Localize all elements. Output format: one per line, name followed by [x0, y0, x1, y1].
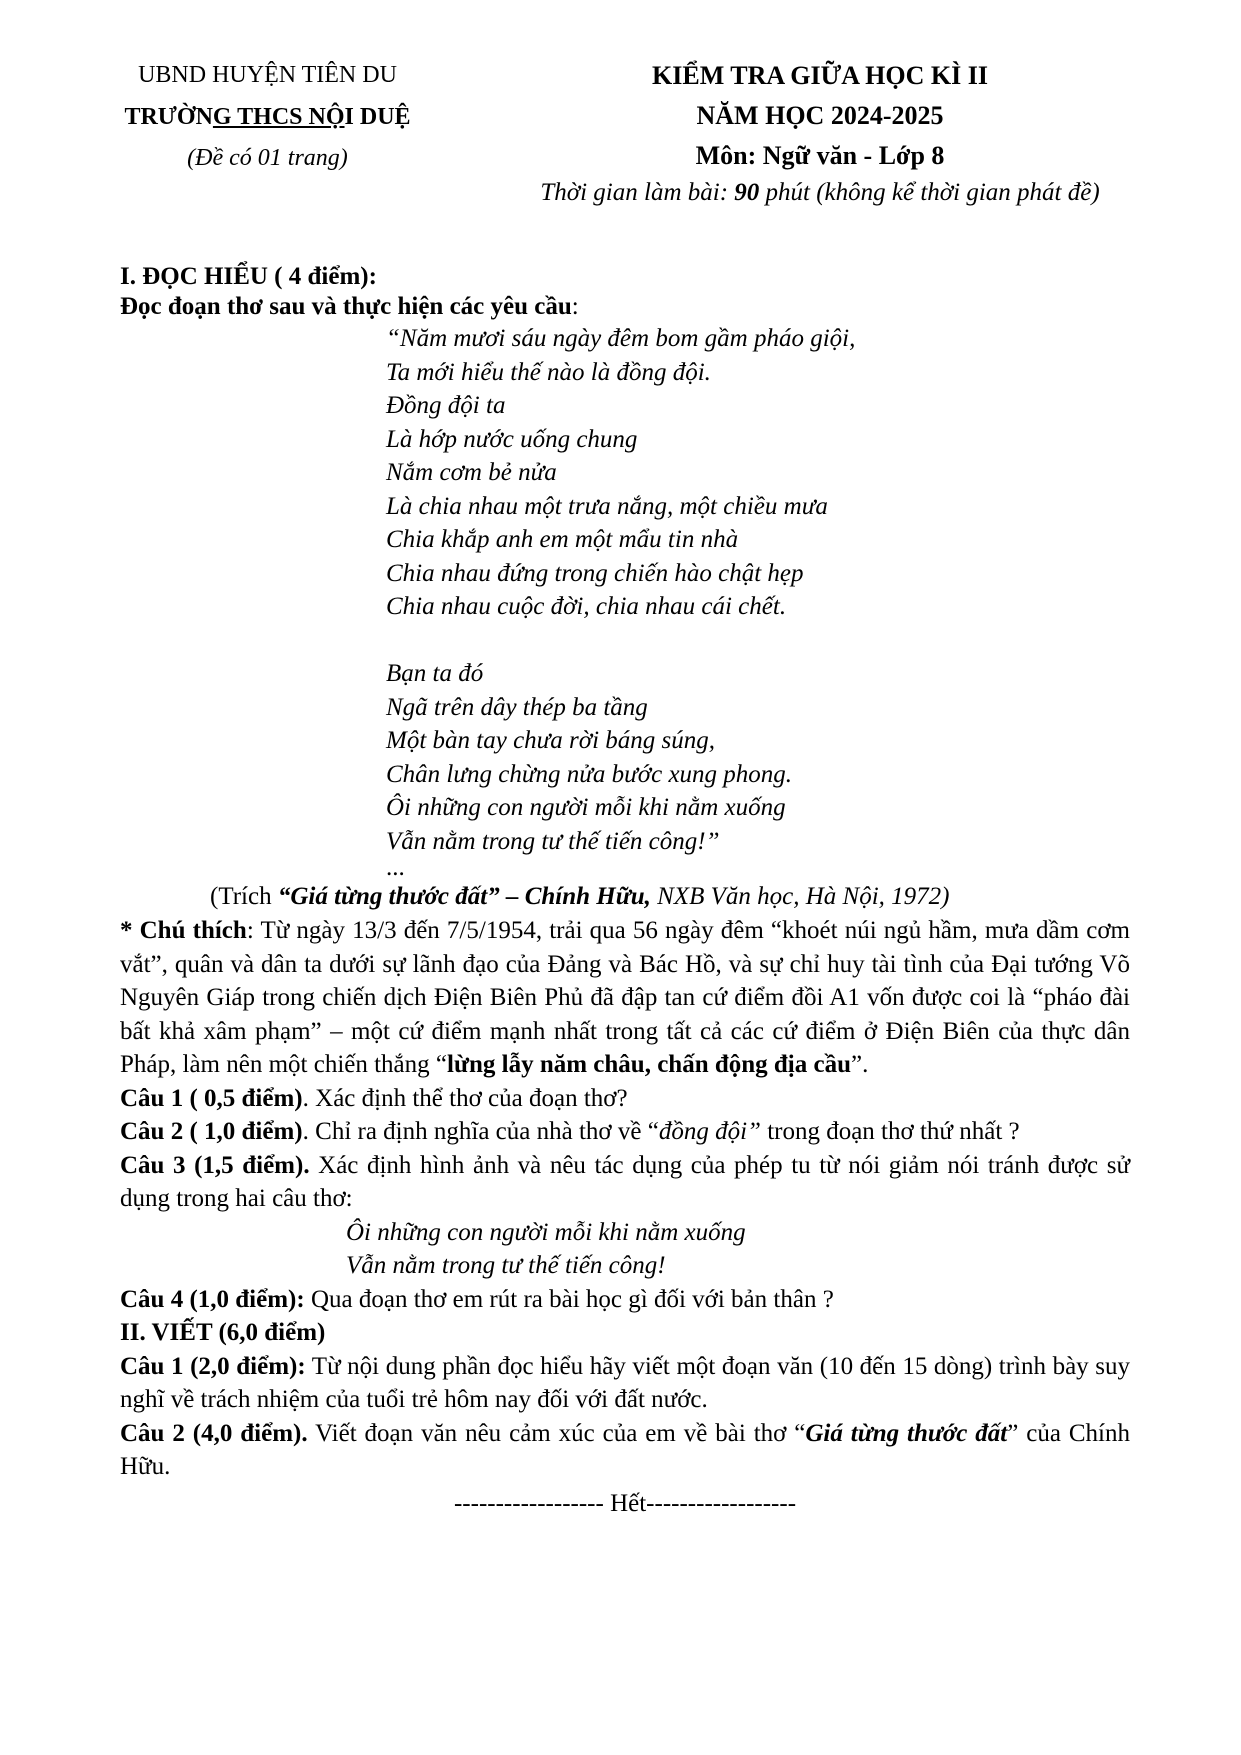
question-4-text: Qua đoạn thơ em rút ra bài học gì đối với bản thân ?: [304, 1285, 834, 1313]
school-header: [90, 56, 445, 176]
question-3-text: Xác định hình ảnh và nêu tác dụng của phép tu từ nói giảm nói tránh được sử dụng trong hai câu thơ:: [120, 1151, 1130, 1212]
poem-ellipsis: ...: [386, 854, 405, 881]
poem-line: Ôi những con người mỗi khi nằm xuống: [386, 794, 786, 821]
poem-line: Chia nhau cuộc đời, chia nhau cái chết.: [386, 593, 787, 620]
question-4: [120, 1283, 1130, 1317]
poem-line: Là hớp nước uống chung: [386, 425, 638, 453]
question-3-label: Câu 3 (1,5 điểm).: [120, 1151, 310, 1179]
poem-line: “Năm mươi sáu ngày đêm bom gầm pháo giội,: [386, 325, 856, 352]
question-3: [120, 1149, 1130, 1216]
poem-line: Ngã trên dây thép ba tầng: [386, 693, 648, 721]
time-post: phút (không kể thời gian phát đề): [759, 179, 1100, 206]
annotation-label: * Chú thích: [120, 917, 247, 944]
writing-question-1-label: Câu 1 (2,0 điểm):: [120, 1352, 306, 1380]
exam-title: KIỂM TRA GIỮA HỌC KÌ II: [652, 61, 988, 90]
poem-line: Chia khắp anh em một mẩu tin nhà: [386, 526, 739, 553]
writing-question-2-text: Viết đoạn văn nêu cảm xúc của em về bài thơ “: [307, 1419, 806, 1447]
question-4-label: Câu 4 (1,0 điểm):: [120, 1285, 305, 1313]
school-name-part3: I DUỆ: [344, 104, 411, 130]
school-name-part1: TRƯỜN: [124, 104, 213, 130]
source-title: “Giá từng thước đất” – Chính Hữu,: [277, 883, 651, 910]
poem: [386, 322, 1130, 858]
poem-line: Ta mới hiểu thế nào là đồng đội.: [386, 358, 711, 386]
poem-line: Vẫn nằm trong tư thế tiến công!”: [386, 827, 720, 855]
time-pre: Thời gian làm bài:: [540, 179, 735, 206]
page-count-note: (Đề có 01 trang): [187, 145, 348, 171]
annotation-phrase: lừng lẫy năm châu, chấn động địa cầu: [447, 1051, 852, 1078]
stanza-gap: [386, 624, 1130, 658]
instruction-colon: :: [571, 293, 579, 320]
school-year: NĂM HỌC 2024-2025: [696, 101, 944, 130]
question-2-text-end: trong đoạn thơ thứ nhất ?: [760, 1118, 1020, 1145]
question-2: [120, 1115, 1130, 1149]
poem-line: Là chia nhau một trưa nắng, một chiều mưa: [386, 492, 828, 520]
exam-header: [470, 56, 1170, 210]
quote-line: Vẫn nằm trong tư thế tiến công!: [346, 1252, 666, 1279]
poem-source: [210, 880, 1130, 914]
section1-title: I. ĐỌC HIỂU ( 4 điểm):: [120, 263, 377, 290]
poem-line: Một bàn tay chưa rời báng súng,: [386, 727, 716, 754]
district-name: UBND HUYỆN TIÊN DU: [138, 62, 397, 88]
writing-question-2-title: Giá từng thước đất: [805, 1419, 1008, 1447]
question-1-label: Câu 1 ( 0,5 điểm): [120, 1084, 303, 1112]
poem-line: Bạn ta đó: [386, 660, 484, 687]
instruction-text: Đọc đoạn thơ sau và thực hiện các yêu cầu: [120, 293, 572, 320]
subject: Môn: Ngữ văn - Lớp 8: [695, 141, 945, 170]
writing-question-1-text: Từ nội dung phần đọc hiểu hãy viết một đoạn văn (10 đến 15 dòng) trình bày suy nghĩ về trách nhiệm của tuổi trẻ hôm nay đối với đất nước.: [120, 1352, 1130, 1413]
annotation-text: : Từ ngày 13/3 đến 7/5/1954, trải qua 56 ngày đêm “khoét núi ngủ hầm, mưa dầm cơm vắt”, quân và dân ta dưới sự lãnh đạo của Đảng và Bác Hồ, và sự chỉ huy tài tình của Đại tướng Võ Nguyên Giáp trong chiến dịch Điện Biên Phủ đã đập tan cứ điểm đồi A1 vốn được coi là “pháo đài bất khả xâm phạm” – một cứ điểm mạnh nhất trong tất cả các cứ điểm ở Điện Biên của thực dân Pháp, làm nên một chiến thắng “: [120, 917, 1130, 1078]
poem-line: Đồng đội ta: [386, 392, 506, 419]
school-name-part2: G THCS NỘ: [212, 104, 345, 130]
annotation: [120, 914, 1130, 1082]
time-minutes: 90: [734, 179, 760, 206]
time-limit: [470, 176, 1170, 210]
question-2-text: . Chỉ ra định nghĩa của nhà thơ về “: [302, 1118, 659, 1145]
question-2-term: đồng đội”: [658, 1118, 761, 1145]
question-3-quote: [346, 1216, 1130, 1283]
question-1-text: . Xác định thể thơ của đoạn thơ?: [302, 1084, 628, 1112]
section1-instruction: [120, 292, 1130, 322]
quote-line: Ôi những con người mỗi khi nằm xuống: [346, 1218, 746, 1246]
writing-question-2-label: Câu 2 (4,0 điểm).: [120, 1419, 308, 1447]
source-open: (Trích: [210, 883, 278, 910]
question-1: [120, 1082, 1130, 1116]
writing-question-1: [120, 1350, 1130, 1417]
writing-question-2-text-end: ” của Chính Hữu.: [120, 1419, 1130, 1480]
poem-line: Chia nhau đứng trong chiến hào chật hẹp: [386, 559, 804, 587]
annotation-end: ”.: [851, 1051, 869, 1078]
section2-title: II. VIẾT (6,0 điểm): [120, 1319, 326, 1346]
poem-line: Nắm cơm bẻ nửa: [386, 459, 557, 486]
school-name: [90, 94, 445, 140]
question-2-label: Câu 2 ( 1,0 điểm): [120, 1118, 303, 1145]
poem-line: Chân lưng chừng nửa bước xung phong.: [386, 760, 793, 788]
exam-content: [120, 262, 1130, 1522]
end-marker: ------------------ Hết------------------: [453, 1489, 797, 1517]
source-publisher: NXB Văn học, Hà Nội, 1972): [650, 883, 950, 910]
writing-question-2: [120, 1417, 1130, 1484]
